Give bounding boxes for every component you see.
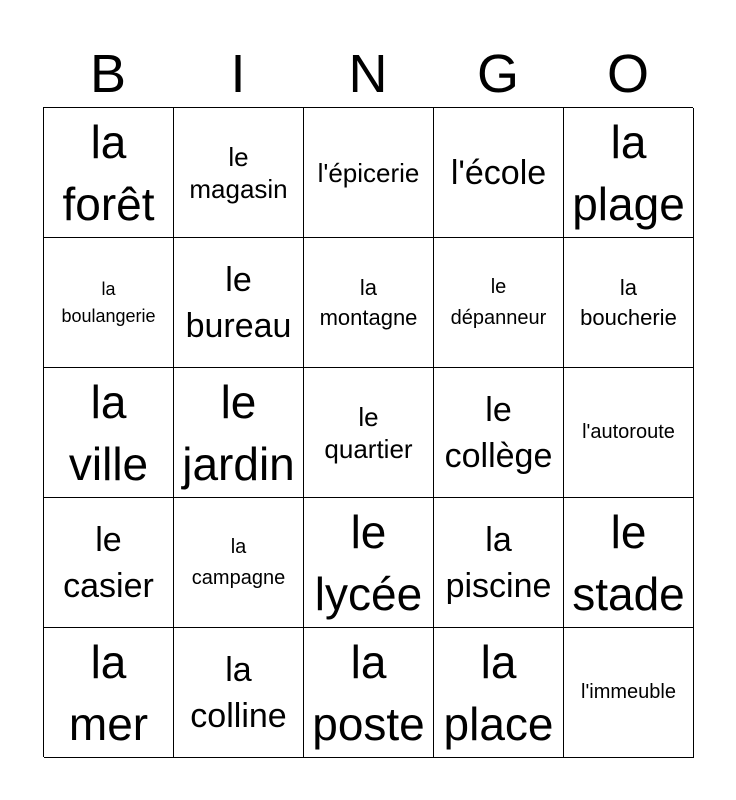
cell-word: lycée <box>314 567 423 620</box>
cell-article: la <box>90 375 127 428</box>
bingo-cell[interactable] <box>44 498 174 628</box>
cell-word: l'école <box>450 153 547 192</box>
header-letter-i: I <box>230 44 246 104</box>
bingo-header <box>43 40 693 108</box>
bingo-cell[interactable] <box>434 498 564 628</box>
cell-article: le <box>485 390 512 429</box>
cell-article: la <box>359 274 378 300</box>
cell-article: la <box>90 635 127 688</box>
bingo-cell[interactable] <box>44 368 174 498</box>
cell-word: collège <box>444 436 553 475</box>
bingo-cell[interactable] <box>174 368 304 498</box>
cell-word: l'autoroute <box>582 421 675 443</box>
cell-word: forêt <box>62 177 155 230</box>
bingo-cell[interactable] <box>304 498 434 628</box>
bingo-cell[interactable] <box>44 628 174 758</box>
cell-article: le <box>358 401 379 432</box>
header-letter-b: B <box>89 44 127 104</box>
cell-article: le <box>490 275 507 298</box>
cell-word: poste <box>312 697 425 750</box>
cell-article: le <box>225 260 252 299</box>
cell-word: place <box>443 697 554 750</box>
header-letter-o: O <box>606 44 649 104</box>
cell-article: la <box>230 535 247 558</box>
bingo-cell[interactable] <box>434 108 564 238</box>
bingo-card <box>43 107 693 757</box>
cell-article: la <box>350 635 387 688</box>
bingo-cell[interactable] <box>174 238 304 368</box>
cell-word: montagne <box>319 304 418 330</box>
header-letter-g: G <box>476 44 519 104</box>
cell-word: casier <box>63 566 154 605</box>
cell-word: colline <box>190 696 287 735</box>
cell-word: plage <box>572 177 685 230</box>
cell-word: bureau <box>185 306 292 345</box>
bingo-cell[interactable] <box>44 108 174 238</box>
cell-article: la <box>90 115 127 168</box>
bingo-cell[interactable] <box>564 368 694 498</box>
bingo-cell[interactable] <box>434 368 564 498</box>
bingo-cell[interactable] <box>564 238 694 368</box>
bingo-cell[interactable] <box>434 238 564 368</box>
bingo-cell[interactable] <box>434 628 564 758</box>
bingo-cell[interactable] <box>174 108 304 238</box>
bingo-cell[interactable] <box>44 238 174 368</box>
cell-word: stade <box>572 567 685 620</box>
cell-article: la <box>480 635 517 688</box>
cell-word: l'immeuble <box>581 681 676 703</box>
header-letter-n: N <box>348 44 388 104</box>
cell-word: magasin <box>189 173 288 204</box>
bingo-cell[interactable] <box>304 108 434 238</box>
cell-word: campagne <box>191 566 286 589</box>
cell-article: le <box>350 505 387 558</box>
cell-article: la <box>101 278 116 299</box>
cell-word: quartier <box>324 433 413 464</box>
cell-article: le <box>95 520 122 559</box>
bingo-cell[interactable] <box>304 628 434 758</box>
cell-article: le <box>220 375 257 428</box>
bingo-cell[interactable] <box>304 238 434 368</box>
cell-word: ville <box>68 437 149 490</box>
cell-word: piscine <box>445 566 552 605</box>
cell-word: mer <box>68 697 149 750</box>
cell-word: l'épicerie <box>317 157 420 188</box>
cell-article: le <box>610 505 647 558</box>
cell-article: la <box>225 650 252 689</box>
cell-word: boulangerie <box>61 305 156 326</box>
bingo-cell[interactable] <box>174 628 304 758</box>
bingo-cell[interactable] <box>564 498 694 628</box>
cell-article: la <box>610 115 647 168</box>
bingo-cell[interactable] <box>304 368 434 498</box>
bingo-cell[interactable] <box>174 498 304 628</box>
cell-word: dépanneur <box>450 306 547 329</box>
cell-article: la <box>619 274 638 300</box>
cell-article: la <box>485 520 512 559</box>
cell-article: le <box>228 141 249 172</box>
cell-word: boucherie <box>580 304 677 330</box>
bingo-cell[interactable] <box>564 108 694 238</box>
bingo-cell[interactable] <box>564 628 694 758</box>
cell-word: jardin <box>182 437 295 490</box>
